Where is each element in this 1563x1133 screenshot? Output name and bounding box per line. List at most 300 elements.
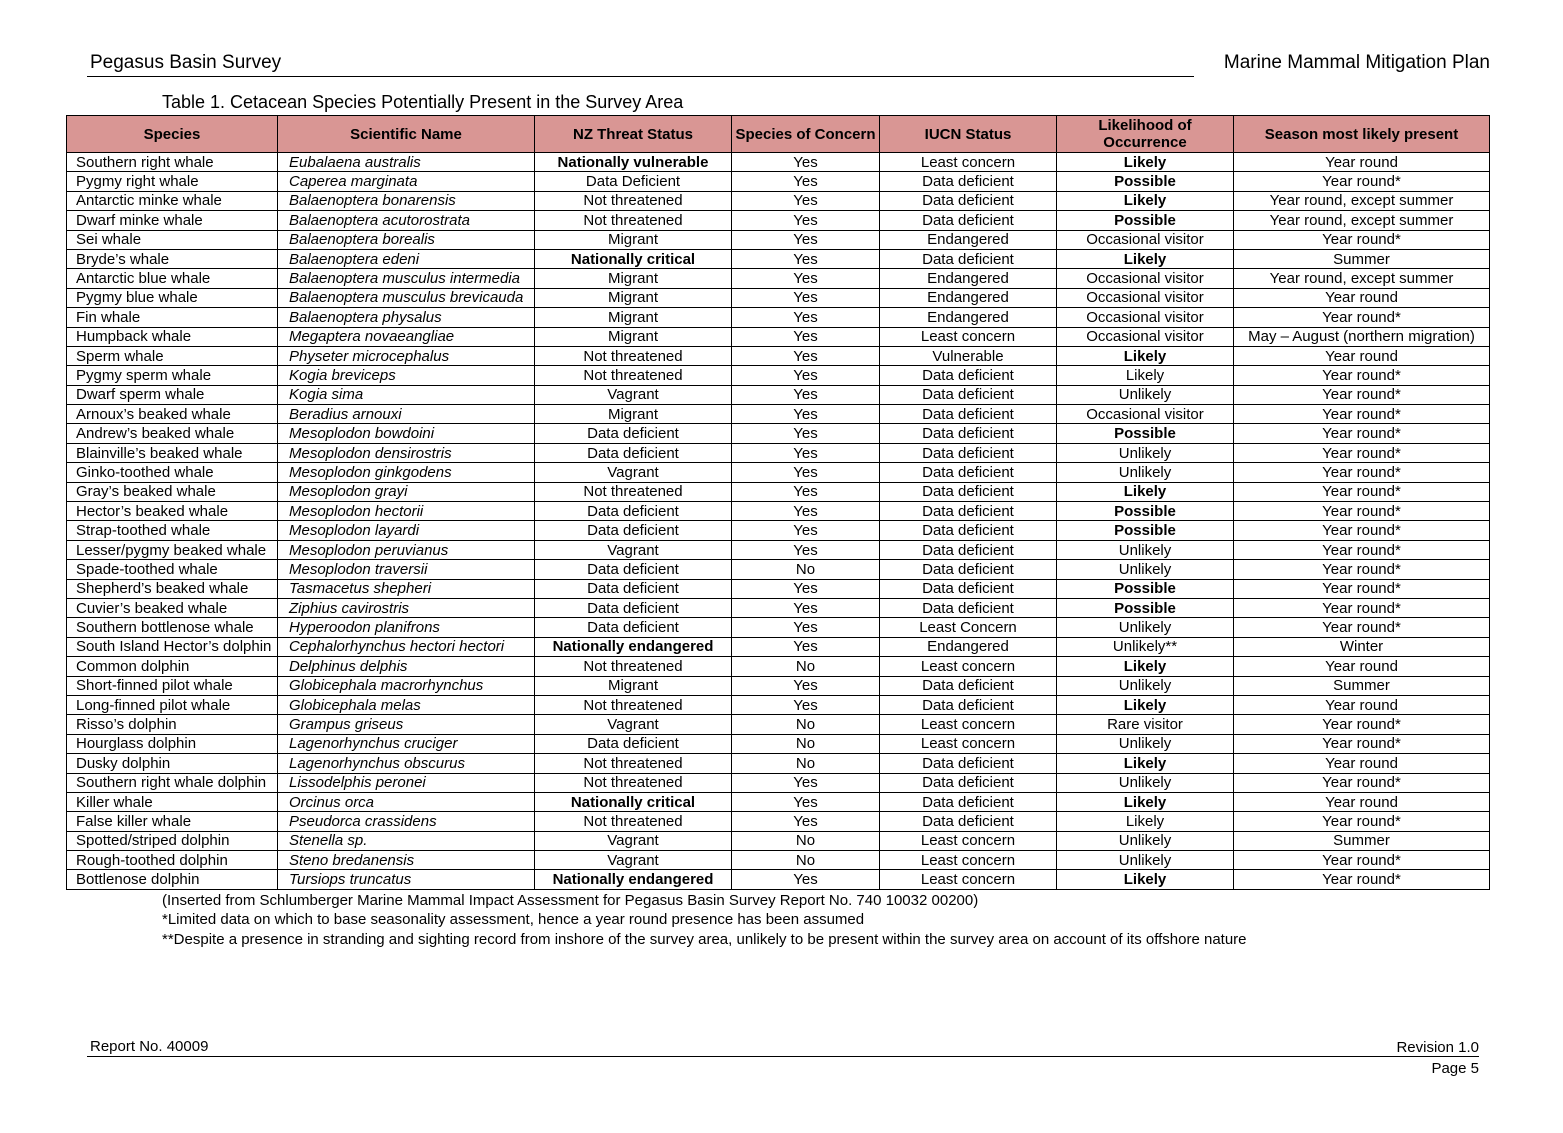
cell-likelihood: Likely [1057,482,1234,501]
cell-scientific-name: Tasmacetus shepheri [278,579,535,598]
cell-season: Year round* [1234,502,1490,521]
cell-species: False killer whale [67,812,278,831]
cell-species: Pygmy blue whale [67,288,278,307]
table-row [67,327,1490,346]
col-header-likelihood: Likelihood of Occurrence [1057,116,1234,153]
cell-season: Year round* [1234,521,1490,540]
cell-season: Year round [1234,792,1490,811]
cell-season: Year round [1234,657,1490,676]
table-row [67,657,1490,676]
cell-scientific-name: Kogia breviceps [278,366,535,385]
cell-season: Year round, except summer [1234,269,1490,288]
cell-season: Summer [1234,249,1490,268]
cell-scientific-name: Mesoplodon grayi [278,482,535,501]
cell-nz-threat-status: Migrant [535,288,732,307]
cell-species: Spade-toothed whale [67,560,278,579]
cell-species-of-concern: Yes [732,191,880,210]
cell-nz-threat-status: Data deficient [535,734,732,753]
header-rule [87,76,1194,77]
cell-nz-threat-status: Migrant [535,230,732,249]
cell-season: Year round* [1234,812,1490,831]
table-row [67,598,1490,617]
cell-scientific-name: Balaenoptera bonarensis [278,191,535,210]
cell-iucn-status: Least concern [880,153,1057,172]
cell-species-of-concern: Yes [732,211,880,230]
cell-likelihood: Likely [1057,249,1234,268]
table-row [67,230,1490,249]
table-row [67,754,1490,773]
cell-season: Year round* [1234,443,1490,462]
cell-iucn-status: Data deficient [880,540,1057,559]
cell-species-of-concern: Yes [732,521,880,540]
cell-iucn-status: Least concern [880,715,1057,734]
cell-species-of-concern: Yes [732,172,880,191]
cell-species: Southern right whale dolphin [67,773,278,792]
cell-nz-threat-status: Not threatened [535,695,732,714]
col-header-scientific-name: Scientific Name [278,116,535,153]
cell-scientific-name: Balaenoptera physalus [278,308,535,327]
cell-scientific-name: Balaenoptera borealis [278,230,535,249]
cell-species-of-concern: Yes [732,385,880,404]
cell-likelihood: Occasional visitor [1057,269,1234,288]
cell-species-of-concern: Yes [732,870,880,889]
cell-iucn-status: Data deficient [880,560,1057,579]
footer-rule [87,1056,1479,1057]
cell-species: Risso’s dolphin [67,715,278,734]
cell-iucn-status: Data deficient [880,695,1057,714]
cell-species: Sperm whale [67,346,278,365]
cell-likelihood: Unlikely [1057,385,1234,404]
table-row [67,172,1490,191]
cell-season: Year round* [1234,230,1490,249]
cell-likelihood: Unlikely [1057,443,1234,462]
table-row [67,269,1490,288]
note-double-asterisk: **Despite a presence in stranding and sighting record from inshore of the survey area, unlikely to be present within the survey area on account of its offshore nature [162,930,1247,948]
cell-scientific-name: Mesoplodon traversii [278,560,535,579]
cell-likelihood: Likely [1057,191,1234,210]
cell-likelihood: Rare visitor [1057,715,1234,734]
cell-species: Bottlenose dolphin [67,870,278,889]
cell-season: Year round [1234,288,1490,307]
cell-species-of-concern: Yes [732,327,880,346]
cell-season: Winter [1234,637,1490,656]
cell-likelihood: Unlikely [1057,540,1234,559]
note-source: (Inserted from Schlumberger Marine Mammal Impact Assessment for Pegasus Basin Survey Report No. 740 10032 00200) [162,892,979,909]
cell-species-of-concern: No [732,831,880,850]
cell-species: Arnoux’s beaked whale [67,405,278,424]
cell-nz-threat-status: Nationally endangered [535,637,732,656]
cell-species-of-concern: No [732,560,880,579]
cell-species-of-concern: No [732,851,880,870]
cell-likelihood: Likely [1057,153,1234,172]
table-row [67,870,1490,889]
cell-species: Ginko-toothed whale [67,463,278,482]
cell-scientific-name: Lissodelphis peronei [278,773,535,792]
cell-iucn-status: Data deficient [880,405,1057,424]
cell-likelihood: Likely [1057,754,1234,773]
cell-scientific-name: Kogia sima [278,385,535,404]
cell-nz-threat-status: Nationally endangered [535,870,732,889]
cell-nz-threat-status: Nationally vulnerable [535,153,732,172]
cell-nz-threat-status: Data deficient [535,424,732,443]
cell-season: Summer [1234,831,1490,850]
cell-species: Bryde’s whale [67,249,278,268]
cell-species: Shepherd’s beaked whale [67,579,278,598]
cell-nz-threat-status: Migrant [535,676,732,695]
table-row [67,734,1490,753]
table-body [67,153,1490,890]
cell-likelihood: Unlikely [1057,851,1234,870]
cell-likelihood: Possible [1057,172,1234,191]
cell-likelihood: Unlikely [1057,831,1234,850]
table-row [67,443,1490,462]
cell-season: Year round [1234,153,1490,172]
cell-likelihood: Possible [1057,502,1234,521]
cell-scientific-name: Grampus griseus [278,715,535,734]
cell-species-of-concern: Yes [732,443,880,462]
cell-nz-threat-status: Data deficient [535,502,732,521]
cell-likelihood: Likely [1057,792,1234,811]
cell-season: Year round* [1234,851,1490,870]
cell-species-of-concern: Yes [732,676,880,695]
footer-right [1396,1037,1479,1079]
table-row [67,637,1490,656]
cell-iucn-status: Data deficient [880,191,1057,210]
cell-season: Year round* [1234,308,1490,327]
cell-likelihood: Unlikely [1057,773,1234,792]
cell-likelihood: Possible [1057,424,1234,443]
cell-likelihood: Occasional visitor [1057,405,1234,424]
footer-report-number: Report No. 40009 [90,1038,209,1055]
species-table [66,115,1490,890]
cell-iucn-status: Data deficient [880,443,1057,462]
cell-season: Year round* [1234,482,1490,501]
cell-species: Southern right whale [67,153,278,172]
cell-nz-threat-status: Data deficient [535,598,732,617]
cell-species-of-concern: Yes [732,346,880,365]
table-row [67,211,1490,230]
cell-iucn-status: Data deficient [880,482,1057,501]
cell-iucn-status: Data deficient [880,211,1057,230]
cell-scientific-name: Globicephala macrorhynchus [278,676,535,695]
cell-nz-threat-status: Nationally critical [535,249,732,268]
cell-iucn-status: Least concern [880,851,1057,870]
cell-nz-threat-status: Not threatened [535,812,732,831]
cell-species: Dwarf minke whale [67,211,278,230]
table-row [67,812,1490,831]
cell-nz-threat-status: Vagrant [535,831,732,850]
table-row [67,346,1490,365]
cell-iucn-status: Data deficient [880,676,1057,695]
table-header-row [67,116,1490,153]
table-row [67,308,1490,327]
cell-species-of-concern: Yes [732,482,880,501]
cell-scientific-name: Cephalorhynchus hectori hectori [278,637,535,656]
cell-season: Year round* [1234,540,1490,559]
cell-species-of-concern: Yes [732,502,880,521]
cell-iucn-status: Least concern [880,831,1057,850]
table-row [67,521,1490,540]
cell-species-of-concern: No [732,657,880,676]
cell-season: Year round* [1234,172,1490,191]
cell-species-of-concern: Yes [732,288,880,307]
cell-season: Year round* [1234,618,1490,637]
cell-iucn-status: Endangered [880,308,1057,327]
cell-likelihood: Occasional visitor [1057,230,1234,249]
table-row [67,385,1490,404]
cell-iucn-status: Data deficient [880,521,1057,540]
cell-scientific-name: Balaenoptera edeni [278,249,535,268]
cell-likelihood: Possible [1057,521,1234,540]
cell-species: Dusky dolphin [67,754,278,773]
cell-nz-threat-status: Nationally critical [535,792,732,811]
table-row [67,482,1490,501]
cell-species-of-concern: Yes [732,463,880,482]
table-row [67,792,1490,811]
cell-season: Summer [1234,676,1490,695]
cell-species-of-concern: No [732,734,880,753]
cell-species: Pygmy sperm whale [67,366,278,385]
cell-species-of-concern: Yes [732,153,880,172]
cell-nz-threat-status: Data deficient [535,443,732,462]
cell-iucn-status: Data deficient [880,598,1057,617]
cell-iucn-status: Data deficient [880,249,1057,268]
cell-likelihood: Occasional visitor [1057,327,1234,346]
cell-likelihood: Possible [1057,579,1234,598]
table-row [67,191,1490,210]
cell-species-of-concern: Yes [732,637,880,656]
table-row [67,695,1490,714]
header-left-title: Pegasus Basin Survey [90,52,282,73]
cell-iucn-status: Least concern [880,327,1057,346]
cell-iucn-status: Data deficient [880,172,1057,191]
cell-likelihood: Likely [1057,695,1234,714]
cell-iucn-status: Least concern [880,734,1057,753]
table-row [67,560,1490,579]
cell-likelihood: Occasional visitor [1057,288,1234,307]
cell-nz-threat-status: Not threatened [535,773,732,792]
cell-likelihood: Unlikely [1057,676,1234,695]
cell-likelihood: Likely [1057,657,1234,676]
table-row [67,851,1490,870]
cell-scientific-name: Lagenorhynchus obscurus [278,754,535,773]
cell-likelihood: Unlikely [1057,734,1234,753]
cell-season: May – August (northern migration) [1234,327,1490,346]
table-row [67,424,1490,443]
cell-likelihood: Likely [1057,366,1234,385]
table-row [67,153,1490,172]
cell-species: Antarctic blue whale [67,269,278,288]
cell-species-of-concern: Yes [732,424,880,443]
cell-nz-threat-status: Not threatened [535,191,732,210]
cell-nz-threat-status: Vagrant [535,715,732,734]
header-right-title: Marine Mammal Mitigation Plan [1223,52,1490,73]
cell-season: Year round [1234,695,1490,714]
cell-species: Lesser/pygmy beaked whale [67,540,278,559]
cell-likelihood: Likely [1057,812,1234,831]
cell-nz-threat-status: Not threatened [535,211,732,230]
cell-scientific-name: Lagenorhynchus cruciger [278,734,535,753]
cell-scientific-name: Pseudorca crassidens [278,812,535,831]
cell-likelihood: Likely [1057,870,1234,889]
cell-species-of-concern: Yes [732,269,880,288]
cell-iucn-status: Least concern [880,657,1057,676]
cell-species-of-concern: Yes [732,366,880,385]
cell-season: Year round* [1234,560,1490,579]
cell-species: Southern bottlenose whale [67,618,278,637]
cell-nz-threat-status: Not threatened [535,366,732,385]
cell-nz-threat-status: Data deficient [535,560,732,579]
cell-nz-threat-status: Not threatened [535,482,732,501]
cell-scientific-name: Hyperoodon planifrons [278,618,535,637]
cell-species: Andrew’s beaked whale [67,424,278,443]
cell-species-of-concern: Yes [732,618,880,637]
cell-iucn-status: Data deficient [880,579,1057,598]
table-row [67,773,1490,792]
cell-iucn-status: Least Concern [880,618,1057,637]
col-header-iucn-status: IUCN Status [880,116,1057,153]
cell-species: Common dolphin [67,657,278,676]
cell-iucn-status: Endangered [880,288,1057,307]
cell-species-of-concern: Yes [732,812,880,831]
cell-season: Year round* [1234,405,1490,424]
cell-species: Rough-toothed dolphin [67,851,278,870]
cell-season: Year round* [1234,385,1490,404]
cell-likelihood: Occasional visitor [1057,308,1234,327]
cell-iucn-status: Endangered [880,637,1057,656]
cell-scientific-name: Balaenoptera musculus intermedia [278,269,535,288]
col-header-nz-threat-status: NZ Threat Status [535,116,732,153]
cell-season: Year round* [1234,734,1490,753]
cell-nz-threat-status: Vagrant [535,540,732,559]
cell-season: Year round [1234,754,1490,773]
cell-iucn-status: Data deficient [880,463,1057,482]
cell-species: Long-finned pilot whale [67,695,278,714]
table-row [67,405,1490,424]
table-row [67,831,1490,850]
cell-species: Antarctic minke whale [67,191,278,210]
cell-likelihood: Possible [1057,211,1234,230]
table-row [67,540,1490,559]
cell-season: Year round* [1234,773,1490,792]
cell-species: Humpback whale [67,327,278,346]
cell-iucn-status: Data deficient [880,812,1057,831]
cell-scientific-name: Caperea marginata [278,172,535,191]
cell-species: Hourglass dolphin [67,734,278,753]
cell-nz-threat-status: Not threatened [535,754,732,773]
cell-iucn-status: Vulnerable [880,346,1057,365]
table-row [67,618,1490,637]
cell-species: Fin whale [67,308,278,327]
cell-likelihood: Possible [1057,598,1234,617]
cell-species-of-concern: Yes [732,598,880,617]
table-row [67,366,1490,385]
cell-likelihood: Unlikely** [1057,637,1234,656]
cell-scientific-name: Megaptera novaeangliae [278,327,535,346]
table-row [67,676,1490,695]
cell-iucn-status: Data deficient [880,366,1057,385]
cell-nz-threat-status: Not threatened [535,346,732,365]
cell-season: Year round, except summer [1234,211,1490,230]
cell-season: Year round* [1234,424,1490,443]
cell-species-of-concern: Yes [732,579,880,598]
cell-species-of-concern: Yes [732,249,880,268]
table-row [67,579,1490,598]
cell-nz-threat-status: Data deficient [535,618,732,637]
cell-nz-threat-status: Data deficient [535,579,732,598]
cell-scientific-name: Balaenoptera musculus brevicauda [278,288,535,307]
cell-season: Year round, except summer [1234,191,1490,210]
cell-nz-threat-status: Vagrant [535,385,732,404]
cell-scientific-name: Stenella sp. [278,831,535,850]
cell-iucn-status: Data deficient [880,792,1057,811]
cell-scientific-name: Balaenoptera acutorostrata [278,211,535,230]
cell-iucn-status: Data deficient [880,773,1057,792]
cell-scientific-name: Ziphius cavirostris [278,598,535,617]
cell-season: Year round* [1234,366,1490,385]
col-header-species: Species [67,116,278,153]
cell-scientific-name: Eubalaena australis [278,153,535,172]
cell-season: Year round* [1234,598,1490,617]
cell-likelihood: Unlikely [1057,618,1234,637]
cell-scientific-name: Mesoplodon bowdoini [278,424,535,443]
cell-likelihood: Unlikely [1057,463,1234,482]
note-asterisk: *Limited data on which to base seasonality assessment, hence a year round presence has been assumed [162,911,865,929]
cell-species-of-concern: No [732,715,880,734]
footer-revision: Revision 1.0 [1396,1039,1479,1056]
cell-scientific-name: Mesoplodon peruvianus [278,540,535,559]
cell-scientific-name: Orcinus orca [278,792,535,811]
table-notes [162,891,1247,949]
table-title: Table 1. Cetacean Species Potentially Present in the Survey Area [162,92,684,112]
cell-season: Year round* [1234,715,1490,734]
cell-iucn-status: Least concern [880,870,1057,889]
cell-species: Dwarf sperm whale [67,385,278,404]
cell-species-of-concern: Yes [732,230,880,249]
cell-iucn-status: Endangered [880,230,1057,249]
table-row [67,502,1490,521]
cell-species: Spotted/striped dolphin [67,831,278,850]
cell-species: Hector’s beaked whale [67,502,278,521]
cell-likelihood: Unlikely [1057,560,1234,579]
cell-season: Year round* [1234,579,1490,598]
cell-species-of-concern: Yes [732,540,880,559]
cell-species-of-concern: Yes [732,695,880,714]
cell-scientific-name: Mesoplodon ginkgodens [278,463,535,482]
footer-page-number: Page 5 [1431,1060,1479,1077]
cell-species: South Island Hector’s dolphin [67,637,278,656]
cell-likelihood: Likely [1057,346,1234,365]
cell-species: Short-finned pilot whale [67,676,278,695]
cell-scientific-name: Beradius arnouxi [278,405,535,424]
table-row [67,249,1490,268]
cell-scientific-name: Mesoplodon layardi [278,521,535,540]
col-header-species-of-concern: Species of Concern [732,116,880,153]
cell-nz-threat-status: Not threatened [535,657,732,676]
cell-scientific-name: Steno bredanensis [278,851,535,870]
cell-species: Cuvier’s beaked whale [67,598,278,617]
cell-nz-threat-status: Migrant [535,405,732,424]
table-row [67,715,1490,734]
cell-season: Year round [1234,346,1490,365]
cell-species: Pygmy right whale [67,172,278,191]
cell-nz-threat-status: Vagrant [535,463,732,482]
cell-nz-threat-status: Data deficient [535,521,732,540]
table-row [67,288,1490,307]
cell-season: Year round* [1234,463,1490,482]
cell-nz-threat-status: Migrant [535,327,732,346]
cell-scientific-name: Physeter microcephalus [278,346,535,365]
